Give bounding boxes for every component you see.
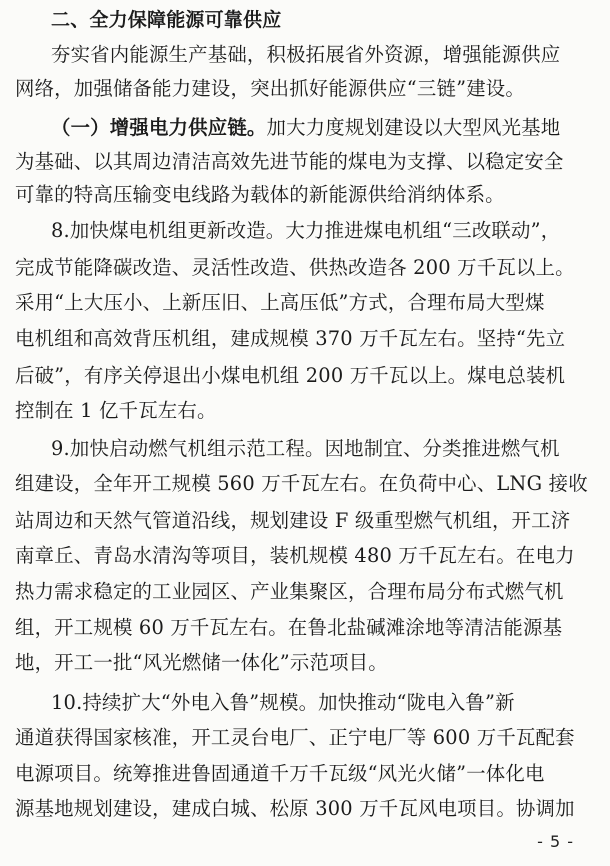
paragraph-line xyxy=(0,111,610,145)
paragraph-line: 为基础、以其周边清洁高效先进节能的煤电为支撑、以稳定安全 xyxy=(15,150,564,173)
paragraph-line: 组，开工规模 60 万千瓦左右。在鲁北盐碱滩涂地等清洁能源基 xyxy=(15,616,563,639)
paragraph-line: 南章丘、青岛水清沟等项目，装机规模 480 万千瓦左右。在电力 xyxy=(15,544,575,567)
paragraph-line: 9.加快启动燃气机组示范工程。因地制宜、分类推进燃气机 xyxy=(51,437,560,460)
paragraph-text: 加大力度规划建设以大型风光基地 xyxy=(266,116,561,139)
paragraph-line: 网络，加强储备能力建设，突出抓好能源供应“三链”建设。 xyxy=(15,77,525,100)
paragraph-line: 夯实省内能源生产基础，积极拓展省外资源，增强能源供应 xyxy=(51,43,561,66)
paragraph-line: 可靠的特高压输变电线路为载体的新能源供给消纳体系。 xyxy=(15,183,505,206)
paragraph-line: 站周边和天然气管道沿线，规划建设 F 级重型燃气机组，开工济 xyxy=(15,509,571,532)
page-number: - 5 - xyxy=(537,832,574,851)
section-heading: 二、全力保障能源可靠供应 xyxy=(51,9,282,31)
paragraph-line: 地，开工一批“风光燃储一体化”示范项目。 xyxy=(15,651,388,674)
paragraph-line: 后破”，有序关停退出小煤电机组 200 万千瓦以上。煤电总装机 xyxy=(15,364,566,387)
paragraph-line: 8.加快煤电机组更新改造。大力推进煤电机组“三改联动”， xyxy=(51,219,561,242)
paragraph-line: 源基地规划建设，建成白城、松原 300 万千瓦风电项目。协调加 xyxy=(15,797,575,820)
paragraph-line: 采用“上大压小、上新压旧、上高压低”方式，合理布局大型煤 xyxy=(15,291,545,314)
paragraph-line: 组建设，全年开工规模 560 万千瓦左右。在负荷中心、LNG 接收 xyxy=(15,472,588,495)
paragraph-line: 热力需求稳定的工业园区、产业集聚区，合理布局分布式燃气机 xyxy=(15,580,564,603)
paragraph-line: 电源项目。统筹推进鲁固通道千万千瓦级“风光火储”一体化电 xyxy=(15,762,545,785)
paragraph-line: 控制在 1 亿千瓦左右。 xyxy=(15,399,217,422)
paragraph-line: 通道获得国家核准，开工灵台电厂、正宁电厂等 600 万千瓦配套 xyxy=(15,726,575,749)
subsection-heading: （一）增强电力供应链。 xyxy=(51,116,267,139)
paragraph-line: 电机组和高效背压机组，建成规模 370 万千瓦左右。坚持“先立 xyxy=(15,327,566,350)
paragraph-line: 10.持续扩大“外电入鲁”规模。加快推动“陇电入鲁”新 xyxy=(51,691,515,714)
paragraph-line: 完成节能降碳改造、灵活性改造、供热改造各 200 万千瓦以上。 xyxy=(15,256,575,279)
